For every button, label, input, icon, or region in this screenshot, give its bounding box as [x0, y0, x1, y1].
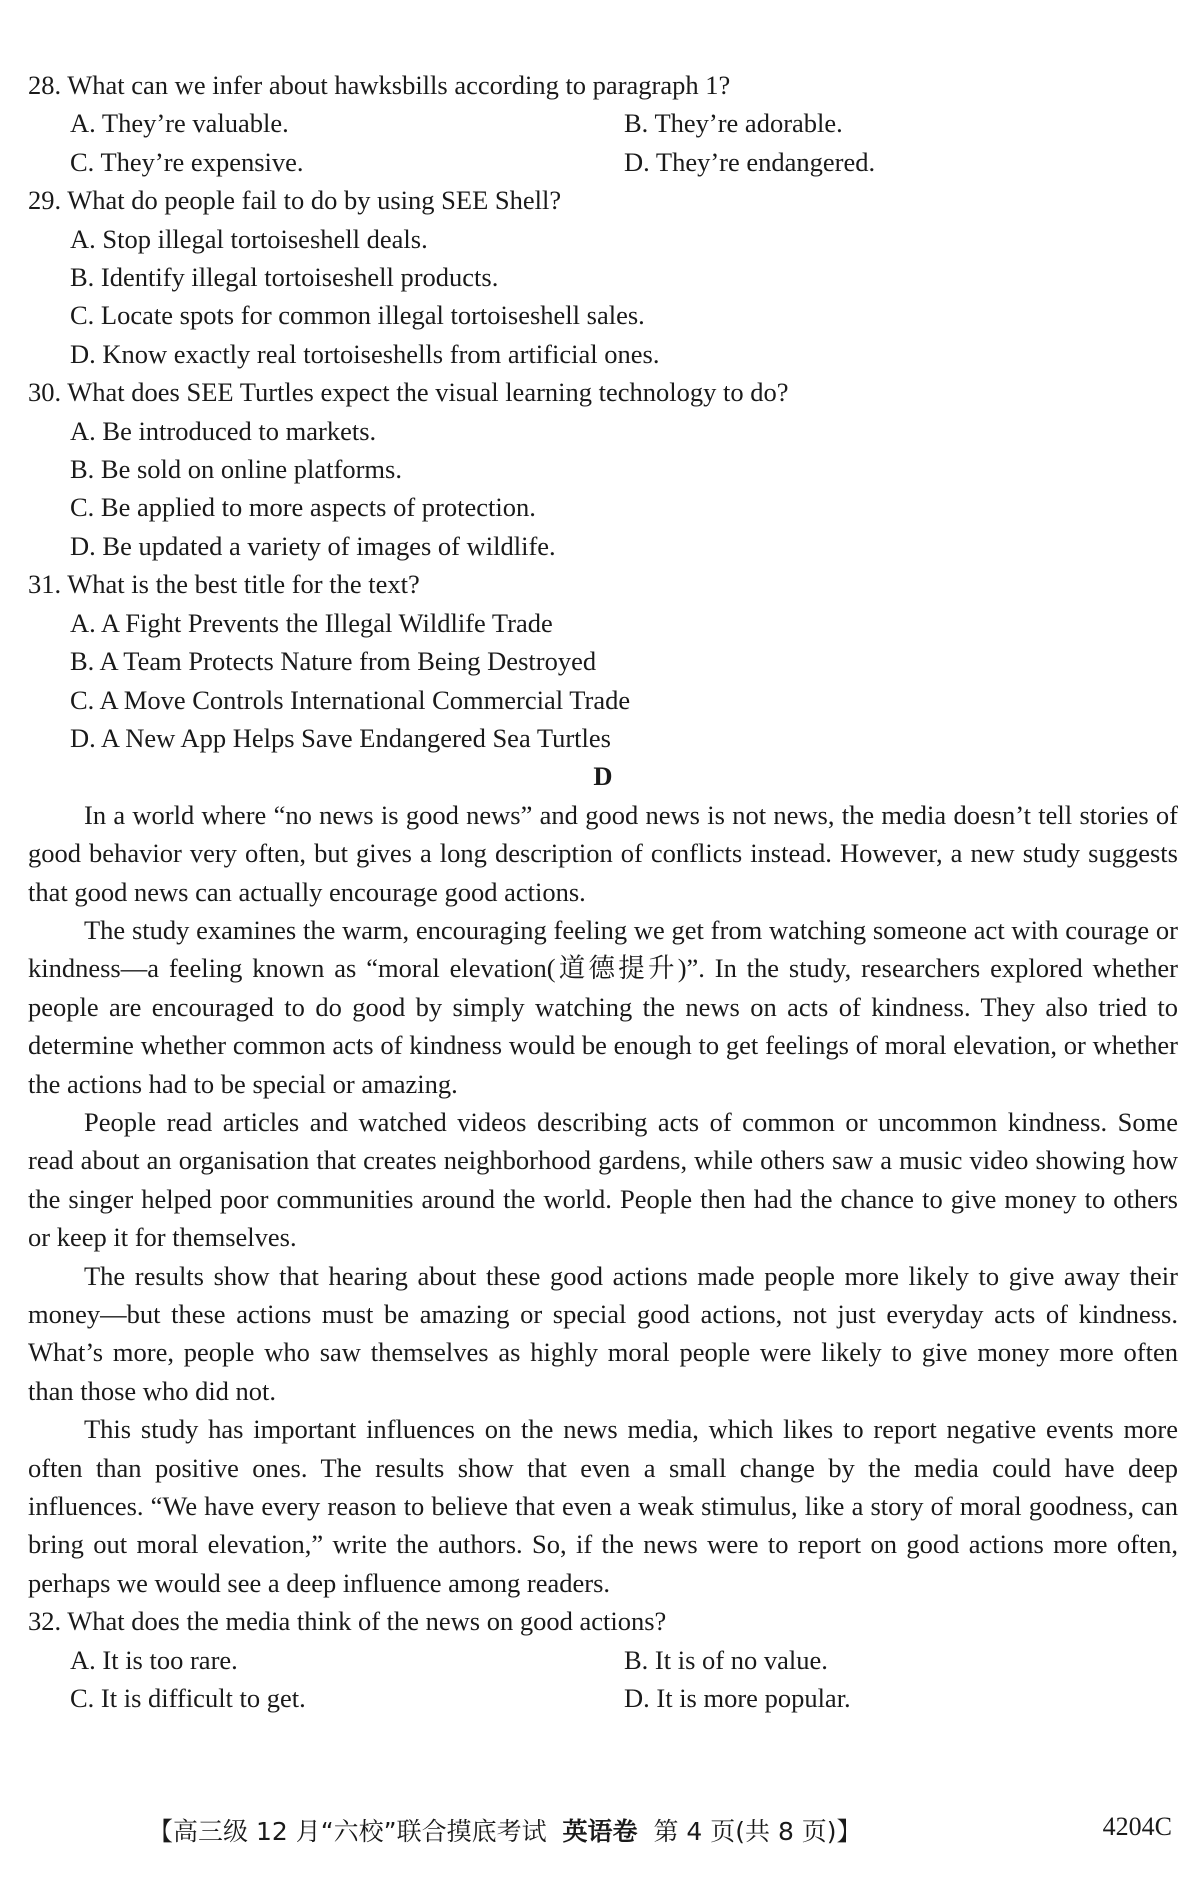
questions-top: [28, 66, 1178, 1717]
option-b: B. They’re adorable.: [624, 108, 843, 139]
question-28: [28, 66, 1178, 181]
option-d: D. A New App Helps Save Endangered Sea Turtles: [70, 722, 611, 753]
option-d: D. They’re endangered.: [624, 146, 876, 177]
option-b: B. Be sold on online platforms.: [70, 454, 402, 485]
option-a: A. They’re valuable.: [70, 108, 289, 139]
option-c: C. It is difficult to get.: [70, 1683, 306, 1714]
option-d: D. Know exactly real tortoiseshells from artificial ones.: [70, 338, 660, 369]
option-b: B. A Team Protects Nature from Being Destroyed: [70, 646, 597, 677]
option-a: A. Stop illegal tortoiseshell deals.: [70, 223, 428, 254]
passage: [28, 796, 1178, 1603]
question-30: [28, 373, 1178, 565]
passage-paragraph: The study examines the warm, encouraging feeling we get from watching someone act with courage or kindness—a feeling known as “moral elevation(道德提升)”. In the study, researchers explored whether people are encouraged to do good by simply watching the news on acts of kindness. They also tried to determine whether common acts of kindness would be enough to get feelings of moral elevation, or whether the actions had to be special or amazing.: [28, 914, 1178, 1099]
footer-exam-name: 【高三级 12 月“六校”联合摸底考试: [148, 1817, 547, 1846]
option-c: C. Locate spots for common illegal tortoiseshell sales.: [70, 300, 645, 331]
footer-title: [148, 1812, 862, 1848]
option-a: A. It is too rare.: [70, 1644, 238, 1675]
passage-paragraph: People read articles and watched videos describing acts of common or uncommon kindness. Some read about an organisation that creates neighborhood gardens, while others saw a music video showing how the singer helped poor communities around the world. People then had the chance to give money to others or keep it for themselves.: [28, 1106, 1178, 1253]
option-a: A. Be introduced to markets.: [70, 415, 377, 446]
option-c: C. They’re expensive.: [70, 146, 304, 177]
footer-subject: 英语卷: [562, 1817, 638, 1846]
option-b: B. It is of no value.: [624, 1644, 828, 1675]
footer-page-number: 第 4 页(共 8 页)】: [653, 1817, 862, 1846]
passage-paragraph: The results show that hearing about these good actions made people more likely to give away their money—but these actions must be amazing or special good actions, not just everyday acts of kindness. What’s more, people who saw themselves as highly moral people were likely to give money more often than those who did not.: [28, 1260, 1178, 1406]
question-stem: 31. What is the best title for the text?: [28, 569, 420, 600]
question-29: [28, 181, 1178, 373]
passage-paragraph: This study has important influences on the news media, which likes to report negative events more often than positive ones. The results show that even a small change by the media could have deep influences. “We have every reason to believe that even a weak stimulus, like a story of moral goodness, can bring out moral elevation,” write the authors. So, if the news were to report on good actions more often, perhaps we would see a deep influence among readers.: [28, 1414, 1178, 1598]
option-c: C. Be applied to more aspects of protection.: [70, 492, 536, 523]
section-heading: D: [593, 761, 613, 792]
question-stem: 32. What does the media think of the news on good actions?: [28, 1606, 667, 1637]
question-32: [28, 1602, 1178, 1717]
footer-code: 4204C: [1102, 1812, 1172, 1841]
page-footer: [0, 1812, 1200, 1852]
question-stem: 28. What can we infer about hawksbills according to paragraph 1?: [28, 70, 731, 100]
question-stem: 30. What does SEE Turtles expect the visual learning technology to do?: [28, 377, 789, 408]
option-d: D. Be updated a variety of images of wildlife.: [70, 530, 556, 561]
question-31: [28, 565, 1178, 757]
option-b: B. Identify illegal tortoiseshell products.: [70, 262, 499, 293]
option-a: A. A Fight Prevents the Illegal Wildlife Trade: [70, 607, 553, 638]
option-d: D. It is more popular.: [624, 1683, 851, 1714]
question-stem: 29. What do people fail to do by using SEE Shell?: [28, 185, 562, 216]
passage-paragraph: In a world where “no news is good news” and good news is not news, the media doesn’t tell stories of good behavior very often, but gives a long description of conflicts instead. However, a new study suggests that good news can actually encourage good actions.: [28, 799, 1178, 907]
option-c: C. A Move Controls International Commercial Trade: [70, 684, 631, 715]
